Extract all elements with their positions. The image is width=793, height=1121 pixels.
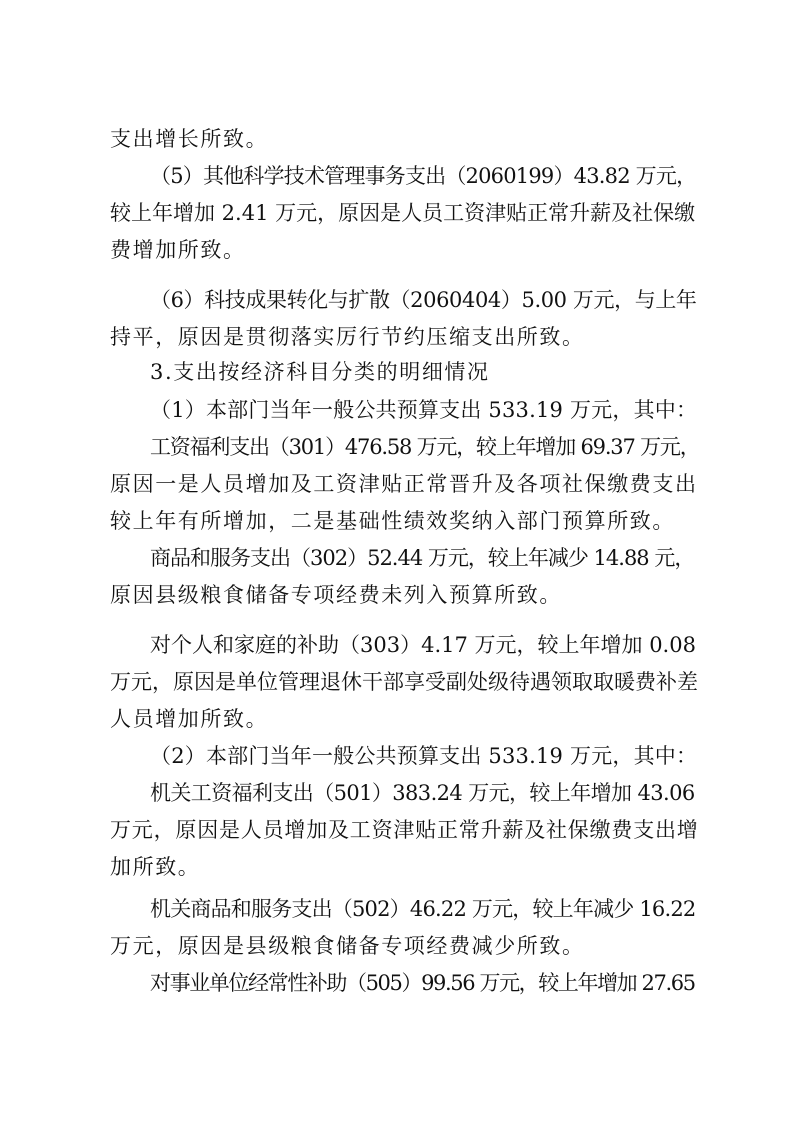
text-line: 加所致。	[110, 855, 201, 879]
text-line: 费增加所致。	[110, 238, 246, 262]
text-line: 较上年增加 2.41 万元，原因是人员工资津贴正常升薪及社保缴	[110, 201, 696, 225]
text-line: 人员增加所致。	[110, 707, 269, 731]
text-line: 持平，原因是贯彻落实厉行节约压缩支出所致。	[110, 325, 585, 349]
text-line: 机关工资福利支出（501）383.24 万元，较上年增加 43.06	[150, 781, 695, 805]
text-line: 对个人和家庭的补助（303）4.17 万元，较上年增加 0.08	[150, 633, 696, 657]
text-line: 万元，原因是单位管理退休干部享受副处级待遇领取取暖费补差	[110, 670, 698, 694]
text-line: 对事业单位经常性补助（505）99.56 万元，较上年增加 27.65	[150, 971, 695, 995]
text-line: 原因县级粮食储备专项经费未列入预算所致。	[110, 583, 562, 607]
text-line: 原因一是人员增加及工资津贴正常晋升及各项社保缴费支出	[110, 472, 698, 496]
section-heading: 3.支出按经济科目分类的明细情况	[150, 360, 490, 384]
text-line: （5）其他科学技术管理事务支出（2060199）43.82 万元，	[150, 164, 697, 188]
text-line: 支出增长所致。	[110, 127, 269, 151]
text-line: 工资福利支出（301）476.58 万元，较上年增加 69.37 万元，	[150, 435, 700, 459]
text-line: （1）本部门当年一般公共预算支出 533.19 万元，其中：	[150, 398, 698, 422]
text-line: 万元，原因是人员增加及工资津贴正常升薪及社保缴费支出增	[110, 818, 699, 842]
text-line: 万元，原因是县级粮食储备专项经费减少所致。	[110, 934, 585, 958]
text-line: （6）科技成果转化与扩散（2060404）5.00 万元，与上年	[150, 288, 697, 312]
text-line: 机关商品和服务支出（502）46.22 万元，较上年减少 16.22	[150, 897, 696, 921]
text-line: 商品和服务支出（302）52.44 万元，较上年减少 14.88 元，	[150, 546, 695, 570]
text-line: 较上年有所增加，二是基础性绩效奖纳入部门预算所致。	[110, 509, 675, 533]
text-line: （2）本部门当年一般公共预算支出 533.19 万元，其中：	[150, 744, 698, 768]
